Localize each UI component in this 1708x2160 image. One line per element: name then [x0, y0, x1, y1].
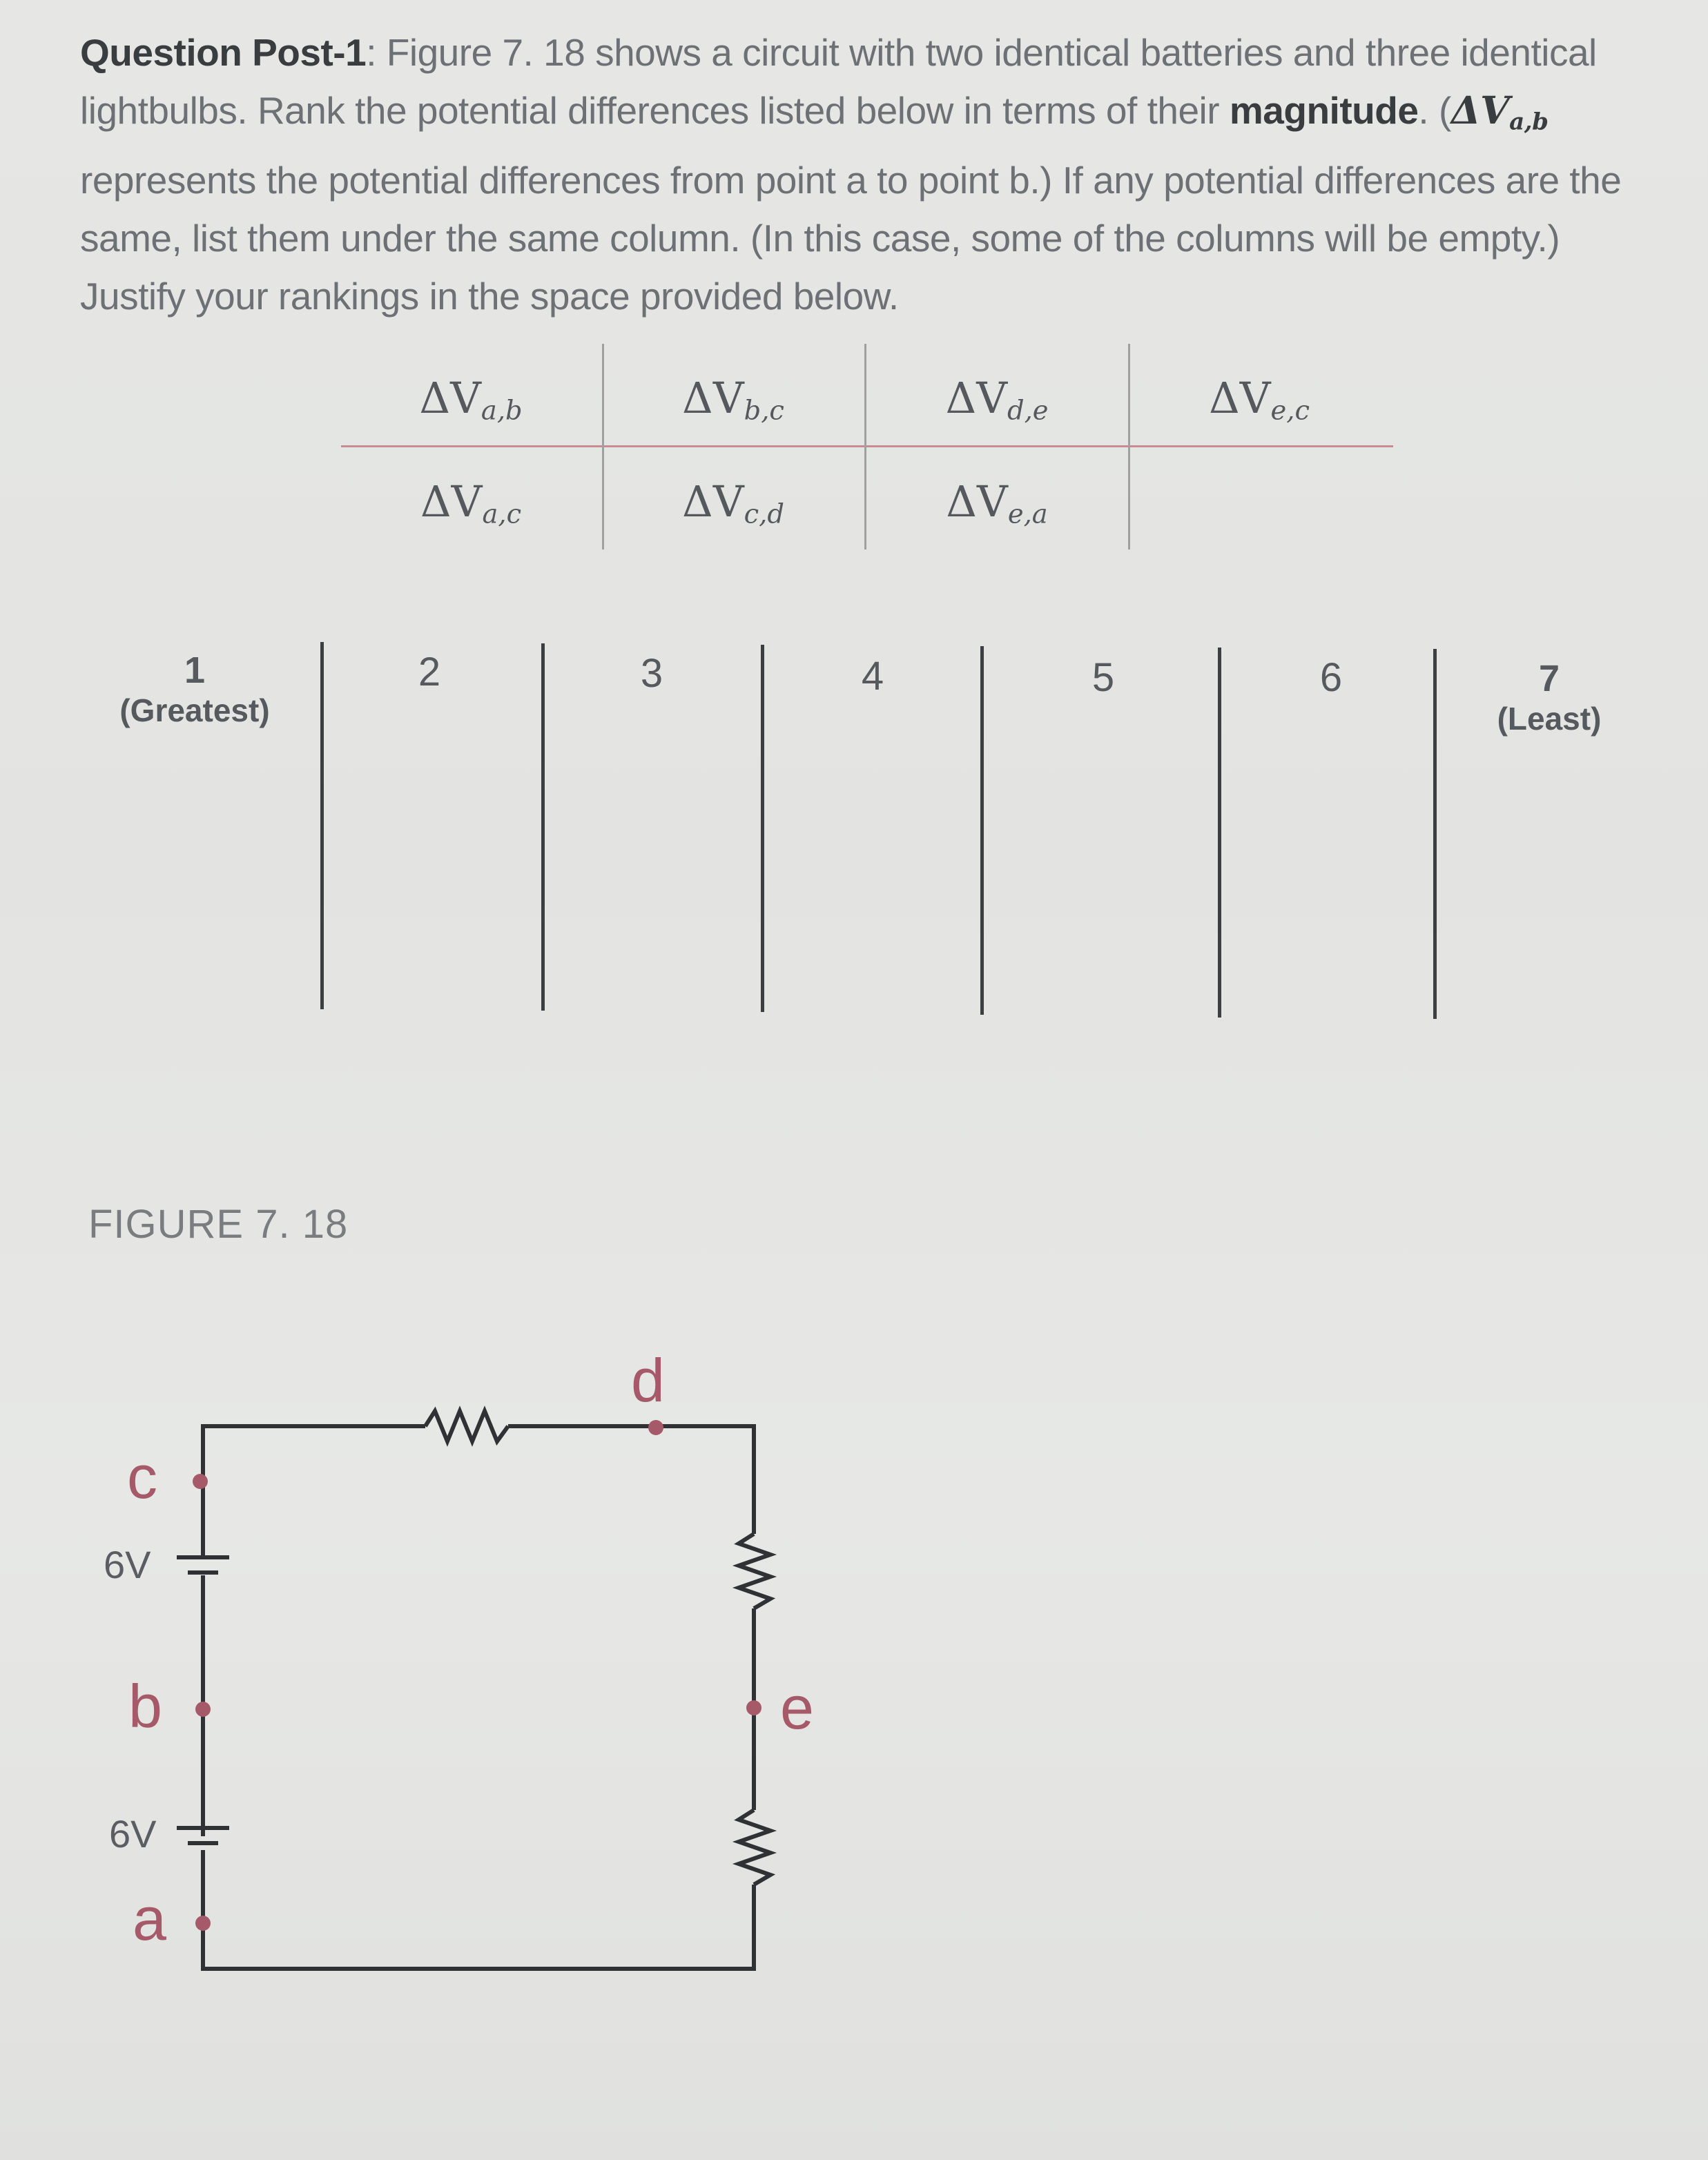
point-a-dot [195, 1916, 211, 1931]
question-colon: : [366, 31, 376, 74]
wire-left-top [203, 1426, 425, 1481]
table-cell: $\Delta V_{a,b}$ [419, 373, 523, 427]
wire-top-right [508, 1426, 754, 1534]
delta-v-symbol: ΔV [1450, 88, 1510, 133]
point-d-dot [648, 1420, 663, 1435]
rank-6: 6 [1319, 655, 1343, 700]
question-body-1: Figure 7. 18 shows a circuit with two identical batteries and three identical lightbulbs. Rank the potential differences listed below in terms of their [80, 31, 1597, 132]
delta-v-subscript: a,b [1509, 108, 1549, 136]
rank-5: 5 [1091, 655, 1115, 700]
resistor-top [425, 1411, 508, 1441]
battery-label-lower: 6V [109, 1812, 157, 1856]
point-label-d: d [631, 1346, 665, 1414]
magnitude-word: magnitude [1229, 89, 1419, 132]
point-c-dot [193, 1474, 208, 1489]
point-label-e: e [780, 1673, 814, 1742]
question-body-3: represents the potential differences from point a to point b.) If any potential differences are the same, list them under the same column. (In this case, some of the columns will be empty.) Justify your rankings in the space provided below. [80, 158, 1622, 318]
resistor-right-lower [739, 1810, 770, 1885]
rank-7: 7 (Least) [1497, 658, 1602, 737]
point-b-dot [195, 1702, 211, 1717]
figure-label: FIGURE 7. 18 [88, 1202, 349, 1247]
point-label-a: a [133, 1885, 166, 1953]
battery-upper [177, 1481, 229, 1573]
rank-2: 2 [418, 650, 441, 694]
resistor-right-upper [739, 1534, 770, 1608]
wire-bottom [203, 1850, 754, 1969]
circuit-wires [203, 1411, 770, 1969]
point-label-b: b [128, 1672, 162, 1740]
circuit-points [193, 1420, 761, 1931]
table-cell: $\Delta V_{e,c}$ [1208, 373, 1310, 427]
table-cell: $\Delta V_{e,a}$ [946, 476, 1048, 530]
table-cell: $\Delta V_{a,c}$ [420, 476, 522, 530]
point-label-c: c [127, 1443, 157, 1511]
table-cell: $\Delta V_{d,e}$ [945, 373, 1049, 427]
table-cell: $\Delta V_{c,d}$ [682, 476, 784, 530]
battery-label-upper: 6V [104, 1543, 151, 1586]
question-body-2: . ( [1418, 89, 1451, 132]
rank-3: 3 [640, 651, 663, 696]
rank-1: 1 (Greatest) [119, 650, 270, 728]
rank-4: 4 [861, 654, 884, 699]
point-e-dot [746, 1700, 761, 1715]
table-cell: $\Delta V_{b,c}$ [682, 373, 784, 427]
question-label: Question Post-1 [80, 31, 367, 74]
